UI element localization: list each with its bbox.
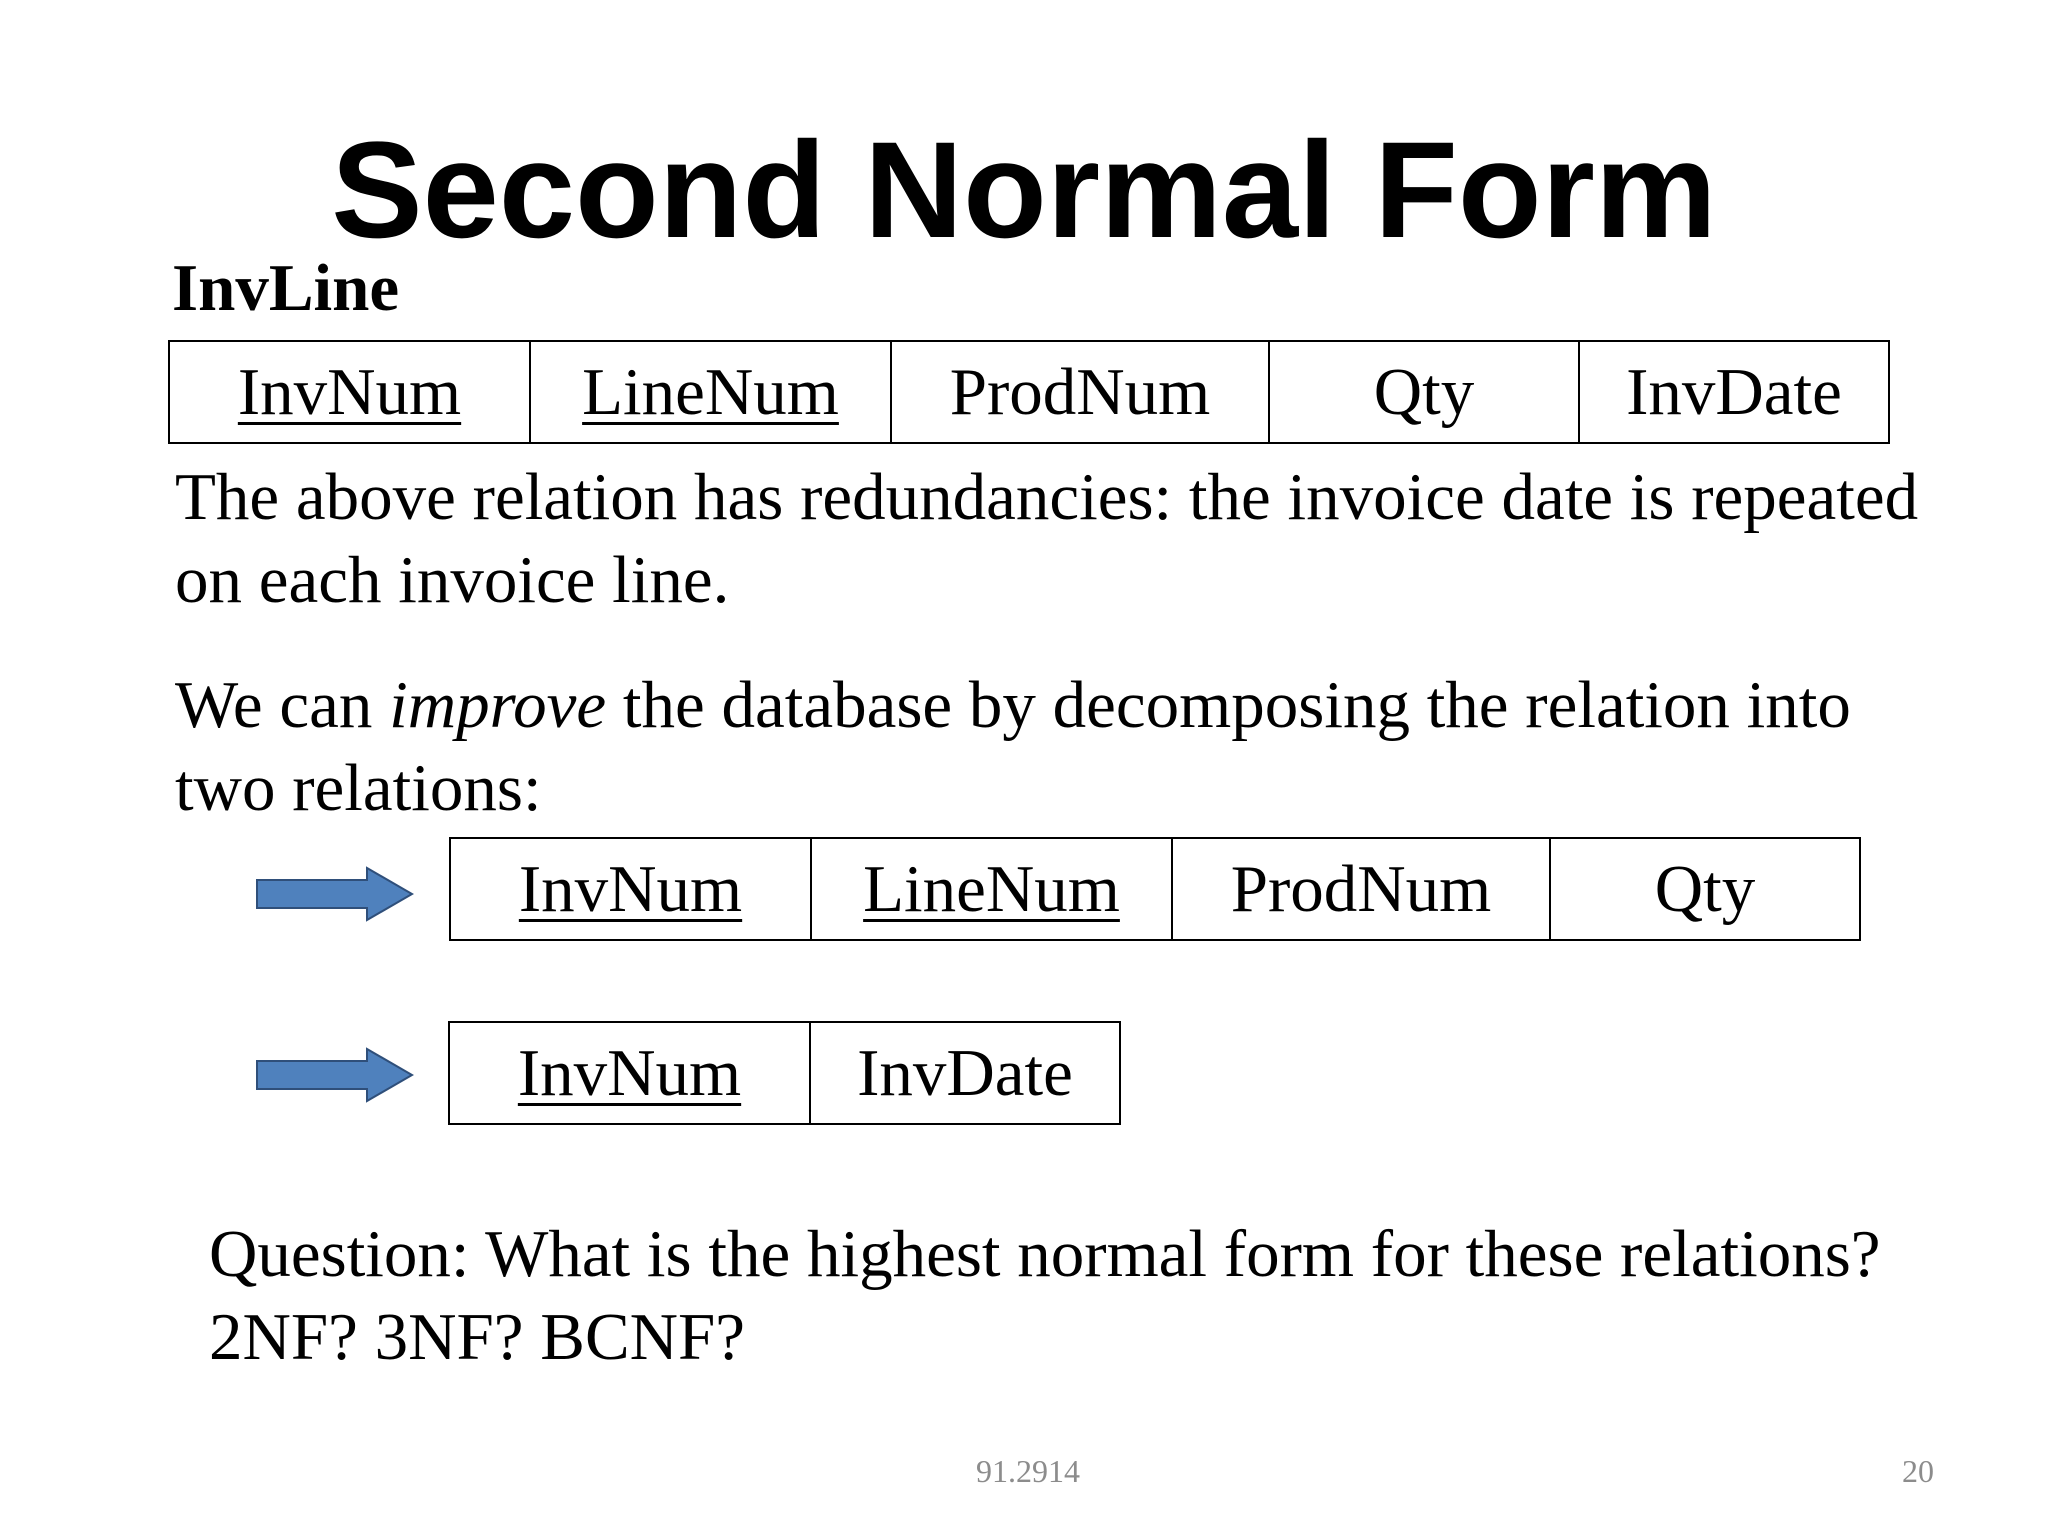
improve-paragraph xyxy=(175,664,1955,830)
slide-title: Second Normal Form xyxy=(331,114,1717,267)
column-cell xyxy=(1269,341,1579,443)
table-row xyxy=(169,341,1889,443)
column-cell xyxy=(1579,341,1889,443)
improve-text-before: We can xyxy=(175,668,390,742)
column-cell xyxy=(169,341,530,443)
column-cell xyxy=(811,838,1172,940)
key-column-label: InvNum xyxy=(237,354,462,429)
column-label: Qty xyxy=(1654,851,1756,926)
key-column-label: LineNum xyxy=(582,354,839,429)
improve-text-after: the database by decomposing the relation into two relations: xyxy=(175,668,1851,825)
slide-page-number: 20 xyxy=(1902,1453,1934,1489)
relation-name: InvLine xyxy=(172,251,400,325)
invoice-lines-relation-table xyxy=(449,837,1861,941)
column-label: ProdNum xyxy=(1230,851,1492,926)
key-column-label: InvNum xyxy=(518,851,743,926)
redundancy-paragraph: The above relation has redundancies: the invoice date is repeated on each invoice line. xyxy=(175,460,1919,617)
column-cell xyxy=(449,1022,810,1124)
column-label: ProdNum xyxy=(949,354,1211,429)
column-label: Qty xyxy=(1373,354,1475,429)
invoice-relation-table xyxy=(448,1021,1121,1125)
right-arrow-icon xyxy=(255,1047,415,1103)
question-paragraph: Question: What is the highest normal form for these relations? 2NF? 3NF? BCNF? xyxy=(209,1217,1881,1374)
column-cell xyxy=(891,341,1269,443)
column-cell xyxy=(810,1022,1120,1124)
column-label: InvDate xyxy=(857,1035,1073,1110)
invline-relation-table xyxy=(168,340,1890,444)
column-cell xyxy=(1550,838,1860,940)
table-row xyxy=(450,838,1860,940)
table-row xyxy=(449,1022,1120,1124)
right-arrow-icon xyxy=(255,866,415,922)
footer-course-number: 91.2914 xyxy=(976,1453,1080,1489)
column-cell xyxy=(530,341,891,443)
key-column-label: InvNum xyxy=(517,1035,742,1110)
column-cell xyxy=(450,838,811,940)
improve-emphasis: improve xyxy=(389,668,607,742)
key-column-label: LineNum xyxy=(863,851,1120,926)
column-label: InvDate xyxy=(1626,354,1842,429)
column-cell xyxy=(1172,838,1550,940)
